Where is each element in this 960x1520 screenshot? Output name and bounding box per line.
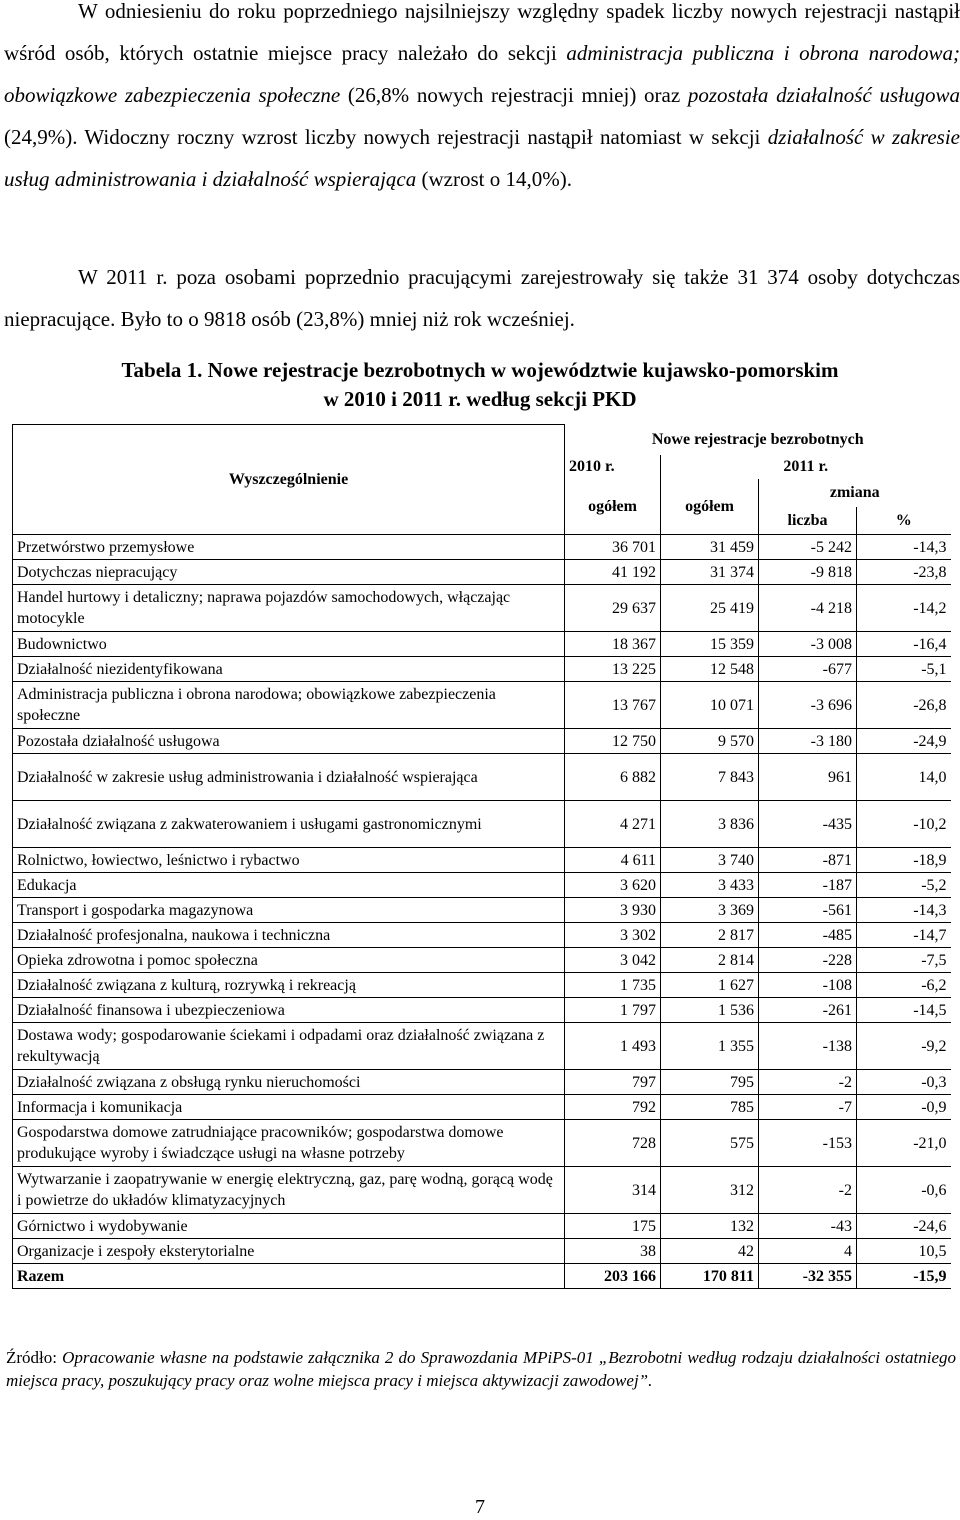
cell-change-count: -561 — [759, 898, 857, 923]
table-row — [13, 632, 951, 657]
paragraph-1-text-1: W odniesieniu do roku poprzedniego najsilniejszy względny spadek liczby nowych rejestracji nastąpił wśród osób, których ostatnie miejsce pracy należało do sekcji — [4, 0, 960, 65]
cell-2011-total: 575 — [661, 1120, 759, 1167]
cell-name: Opieka zdrowotna i pomoc społeczna — [13, 948, 565, 973]
cell-2010-total: 18 367 — [565, 632, 661, 657]
cell-2011-total: 15 359 — [661, 632, 759, 657]
cell-2010-total: 38 — [565, 1239, 661, 1264]
paragraph-1-text-4: (wzrost o 14,0%). — [416, 167, 572, 191]
cell-2011-total: 3 836 — [661, 801, 759, 848]
cell-change-percent: -24,9 — [857, 729, 951, 754]
cell-2011-total: 31 374 — [661, 560, 759, 585]
cell-2010-total: 314 — [565, 1167, 661, 1214]
cell-2011-total: 132 — [661, 1214, 759, 1239]
table-row — [13, 585, 951, 632]
cell-2010-total: 797 — [565, 1070, 661, 1095]
cell-change-count: -871 — [759, 848, 857, 873]
cell-2010-total: 13 225 — [565, 657, 661, 682]
cell-name: Razem — [13, 1264, 565, 1289]
cell-2011-total: 1 536 — [661, 998, 759, 1023]
paragraph-1-text-2: (26,8% nowych rejestracji mniej) oraz — [340, 83, 688, 107]
cell-name: Handel hurtowy i detaliczny; naprawa pojazdów samochodowych, włączając motocykle — [13, 585, 565, 632]
table-row — [13, 1023, 951, 1070]
cell-2010-total: 792 — [565, 1095, 661, 1120]
cell-change-count: -153 — [759, 1120, 857, 1167]
cell-change-percent: -23,8 — [857, 560, 951, 585]
cell-2010-total: 175 — [565, 1214, 661, 1239]
header-total-2010: ogółem — [565, 479, 661, 535]
cell-change-percent: -0,3 — [857, 1070, 951, 1095]
cell-change-count: -228 — [759, 948, 857, 973]
table-row — [13, 1070, 951, 1095]
cell-change-count: -3 008 — [759, 632, 857, 657]
cell-name: Wytwarzanie i zaopatrywanie w energię elektryczną, gaz, parę wodną, gorącą wodę i powietrze do układów klimatyzacyjnych — [13, 1167, 565, 1214]
cell-name: Pozostała działalność usługowa — [13, 729, 565, 754]
cell-name: Edukacja — [13, 873, 565, 898]
cell-change-count: -261 — [759, 998, 857, 1023]
cell-change-percent: -6,2 — [857, 973, 951, 998]
cell-2010-total: 6 882 — [565, 754, 661, 801]
cell-change-percent: -7,5 — [857, 948, 951, 973]
cell-change-count: -7 — [759, 1095, 857, 1120]
cell-change-percent: -14,5 — [857, 998, 951, 1023]
cell-2010-total: 3 620 — [565, 873, 661, 898]
table-row — [13, 560, 951, 585]
cell-change-count: -32 355 — [759, 1264, 857, 1289]
cell-2010-total: 1 493 — [565, 1023, 661, 1070]
cell-name: Działalność profesjonalna, naukowa i techniczna — [13, 923, 565, 948]
table-row — [13, 682, 951, 729]
cell-name: Działalność związana z obsługą rynku nieruchomości — [13, 1070, 565, 1095]
table-row — [13, 1167, 951, 1214]
cell-2010-total: 1 735 — [565, 973, 661, 998]
paragraph-2 — [0, 256, 960, 340]
cell-change-count: -5 242 — [759, 535, 857, 560]
cell-name: Rolnictwo, łowiectwo, leśnictwo i rybactwo — [13, 848, 565, 873]
cell-change-count: -9 818 — [759, 560, 857, 585]
cell-change-percent: 14,0 — [857, 754, 951, 801]
cell-change-count: -435 — [759, 801, 857, 848]
cell-change-count: -2 — [759, 1167, 857, 1214]
cell-change-count: -677 — [759, 657, 857, 682]
cell-change-percent: -18,9 — [857, 848, 951, 873]
cell-change-count: -4 218 — [759, 585, 857, 632]
cell-change-percent: 10,5 — [857, 1239, 951, 1264]
header-year-2011: 2011 r. — [661, 455, 951, 479]
cell-change-percent: -21,0 — [857, 1120, 951, 1167]
table-row — [13, 1239, 951, 1264]
cell-change-percent: -0,9 — [857, 1095, 951, 1120]
table-row — [13, 898, 951, 923]
cell-name: Informacja i komunikacja — [13, 1095, 565, 1120]
cell-change-count: -485 — [759, 923, 857, 948]
registrations-table — [12, 424, 951, 1289]
cell-2011-total: 42 — [661, 1239, 759, 1264]
cell-2010-total: 3 302 — [565, 923, 661, 948]
cell-2010-total: 41 192 — [565, 560, 661, 585]
cell-change-percent: -5,2 — [857, 873, 951, 898]
cell-name: Organizacje i zespoły eksterytorialne — [13, 1239, 565, 1264]
cell-2011-total: 3 740 — [661, 848, 759, 873]
table-row — [13, 754, 951, 801]
cell-name: Działalność w zakresie usług administrowania i działalność wspierająca — [13, 754, 565, 801]
table-row — [13, 1095, 951, 1120]
cell-2011-total: 1 627 — [661, 973, 759, 998]
paragraph-1-text-3: (24,9%). Widoczny roczny wzrost liczby nowych rejestracji nastąpił natomiast w sekcji — [4, 125, 768, 149]
paragraph-1-italic-1: administracja publiczna i obrona narodowa; obowiązkowe zabezpieczenia społeczne — [4, 41, 960, 107]
header-total-2011: ogółem — [661, 479, 759, 535]
cell-change-percent: -14,7 — [857, 923, 951, 948]
cell-2010-total: 203 166 — [565, 1264, 661, 1289]
source-note — [6, 1346, 956, 1392]
cell-change-percent: -14,2 — [857, 585, 951, 632]
cell-name: Transport i gospodarka magazynowa — [13, 898, 565, 923]
table-caption-line-2: w 2010 i 2011 r. według sekcji PKD — [323, 387, 637, 411]
cell-2011-total: 785 — [661, 1095, 759, 1120]
cell-2011-total: 3 433 — [661, 873, 759, 898]
cell-2011-total: 795 — [661, 1070, 759, 1095]
cell-2010-total: 728 — [565, 1120, 661, 1167]
cell-change-count: -3 696 — [759, 682, 857, 729]
cell-2011-total: 3 369 — [661, 898, 759, 923]
cell-change-percent: -16,4 — [857, 632, 951, 657]
cell-2011-total: 170 811 — [661, 1264, 759, 1289]
table-row — [13, 998, 951, 1023]
paragraph-1-italic-3: działalność w zakresie usług administrowania i działalność wspierająca — [4, 125, 960, 191]
table-row — [13, 1120, 951, 1167]
cell-2010-total: 12 750 — [565, 729, 661, 754]
cell-2011-total: 2 817 — [661, 923, 759, 948]
table-row — [13, 973, 951, 998]
cell-name: Administracja publiczna i obrona narodowa; obowiązkowe zabezpieczenia społeczne — [13, 682, 565, 729]
cell-change-percent: -9,2 — [857, 1023, 951, 1070]
cell-name: Działalność niezidentyfikowana — [13, 657, 565, 682]
cell-change-count: -138 — [759, 1023, 857, 1070]
cell-change-count: -2 — [759, 1070, 857, 1095]
source-text: Opracowanie własne na podstawie załącznika 2 do Sprawozdania MPiPS-01 „Bezrobotni według rodzaju działalności ostatniego miejsca pracy, poszukujący pracy oraz wolne miejsca pracy i miejsca aktywizacji zawodowej”. — [6, 1348, 957, 1390]
table-row — [13, 923, 951, 948]
paragraph-1 — [0, 0, 960, 200]
header-change: zmiana — [759, 479, 951, 507]
paragraph-2-text: W 2011 r. poza osobami poprzednio pracującymi zarejestrowały się także 31 374 osoby dotychczas niepracujące. Było to o 9818 osób (23,8%) mniej niż rok wcześniej. — [4, 265, 960, 331]
cell-2011-total: 9 570 — [661, 729, 759, 754]
cell-2010-total: 36 701 — [565, 535, 661, 560]
cell-name: Dotychczas niepracujący — [13, 560, 565, 585]
header-year-2010: 2010 r. — [565, 455, 661, 479]
cell-name: Działalność związana z zakwaterowaniem i usługami gastronomicznymi — [13, 801, 565, 848]
table-caption — [0, 356, 960, 414]
cell-change-percent: -10,2 — [857, 801, 951, 848]
header-group: Nowe rejestracje bezrobotnych — [651, 431, 864, 448]
cell-2011-total: 1 355 — [661, 1023, 759, 1070]
cell-2010-total: 3 930 — [565, 898, 661, 923]
cell-2011-total: 31 459 — [661, 535, 759, 560]
cell-name: Działalność związana z kulturą, rozrywką i rekreacją — [13, 973, 565, 998]
cell-2011-total: 7 843 — [661, 754, 759, 801]
cell-2011-total: 12 548 — [661, 657, 759, 682]
cell-change-count: -187 — [759, 873, 857, 898]
table-row — [13, 535, 951, 560]
cell-change-percent: -26,8 — [857, 682, 951, 729]
cell-change-count: -3 180 — [759, 729, 857, 754]
cell-name: Przetwórstwo przemysłowe — [13, 535, 565, 560]
cell-change-percent: -14,3 — [857, 535, 951, 560]
cell-2010-total: 4 611 — [565, 848, 661, 873]
cell-2010-total: 29 637 — [565, 585, 661, 632]
table-row — [13, 873, 951, 898]
table-row — [13, 729, 951, 754]
cell-2011-total: 2 814 — [661, 948, 759, 973]
header-percent: % — [857, 507, 951, 535]
header-count: liczba — [759, 507, 857, 535]
page-number: 7 — [475, 1496, 485, 1518]
cell-2010-total: 1 797 — [565, 998, 661, 1023]
table-row — [13, 848, 951, 873]
cell-change-count: 4 — [759, 1239, 857, 1264]
cell-change-count: -108 — [759, 973, 857, 998]
cell-2011-total: 10 071 — [661, 682, 759, 729]
cell-2011-total: 25 419 — [661, 585, 759, 632]
source-prefix: Źródło: — [6, 1348, 63, 1367]
cell-2011-total: 312 — [661, 1167, 759, 1214]
cell-change-percent: -0,6 — [857, 1167, 951, 1214]
cell-name: Budownictwo — [13, 632, 565, 657]
table-row — [13, 801, 951, 848]
cell-name: Górnictwo i wydobywanie — [13, 1214, 565, 1239]
paragraph-1-italic-2: pozostała działalność usługowa — [687, 83, 960, 107]
cell-2010-total: 13 767 — [565, 682, 661, 729]
table-total-row — [13, 1264, 951, 1289]
cell-change-count: 961 — [759, 754, 857, 801]
cell-change-percent: -14,3 — [857, 898, 951, 923]
cell-name: Dostawa wody; gospodarowanie ściekami i odpadami oraz działalność związana z rekultywacją — [13, 1023, 565, 1070]
cell-2010-total: 4 271 — [565, 801, 661, 848]
cell-change-percent: -15,9 — [857, 1264, 951, 1289]
table-row — [13, 1214, 951, 1239]
cell-name: Działalność finansowa i ubezpieczeniowa — [13, 998, 565, 1023]
cell-change-percent: -24,6 — [857, 1214, 951, 1239]
cell-change-percent: -5,1 — [857, 657, 951, 682]
table-row — [13, 657, 951, 682]
table-row — [13, 948, 951, 973]
table-caption-line-1: Tabela 1. Nowe rejestracje bezrobotnych w województwie kujawsko-pomorskim — [121, 358, 839, 382]
header-item: Wyszczególnienie — [13, 425, 565, 535]
cell-2010-total: 3 042 — [565, 948, 661, 973]
cell-name: Gospodarstwa domowe zatrudniające pracowników; gospodarstwa domowe produkujące wyroby i świadczące usługi na własne potrzeby — [13, 1120, 565, 1167]
cell-change-count: -43 — [759, 1214, 857, 1239]
